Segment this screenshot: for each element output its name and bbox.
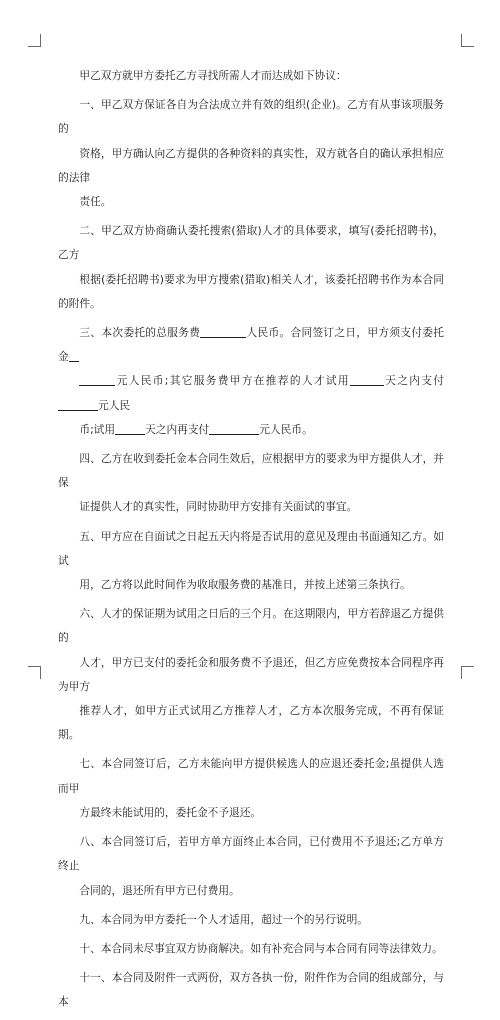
clause-9: 九、本合同为甲方委托一个人才适用，超过一个的另行说明。 xyxy=(79,912,368,926)
clause-4-line: 四、乙方在收到委托金本合同生效后，应根据甲方的要求为甲方提供人才，并保 xyxy=(58,452,444,490)
clause-3-text: 元人民币;其它服务费甲方在推荐的人才试用 xyxy=(115,374,350,388)
clause-6-line: 推荐人才，如甲方正式试用乙方推荐人才，乙方本次服务完成，不再有保证期。 xyxy=(58,704,444,742)
clause-6 xyxy=(58,602,444,747)
clause-3-text: 元人民 xyxy=(98,398,131,412)
clause-7-line: 方最终未能试用的，委托金不予退还。 xyxy=(79,805,262,819)
crop-mark-bottom-right xyxy=(461,666,474,679)
clause-1 xyxy=(58,93,444,214)
clause-6-line: 人才，甲方已支付的委托金和服务费不予退还，但乙方应免费按本合同程序再为甲方 xyxy=(58,655,444,693)
crop-mark-bottom-left xyxy=(28,666,41,679)
clause-3-text: 元人民币。 xyxy=(259,422,313,436)
clause-2-line: 根据(委托招聘书)要求为甲方搜索(猎取)相关人才，该委托招聘书作为本合同的附件。 xyxy=(58,272,444,310)
crop-mark-top-right xyxy=(461,34,474,47)
clause-3-text: 天之内支付 xyxy=(383,374,444,388)
clause-8-line: 合同的，退还所有甲方已付费用。 xyxy=(79,883,240,897)
clause-1-line: 责任。 xyxy=(79,195,112,209)
crop-mark-top-left xyxy=(28,34,41,47)
deposit-blank-start xyxy=(69,349,79,362)
clause-1-line: 一、甲乙双方保证各自为合法成立并有效的组织(企业)。乙方有从事该项服务的 xyxy=(58,98,444,136)
clause-4-line: 证提供人才的真实性，同时协助甲方安排有关面试的事宜。 xyxy=(79,500,358,514)
clause-5-line: 用，乙方将以此时间作为收取服务费的基准日，并按上述第三条执行。 xyxy=(79,578,411,592)
intro-paragraph: 甲乙双方就甲方委托乙方寻找所需人才而达成如下协议： xyxy=(79,69,347,82)
deposit-blank xyxy=(79,373,115,386)
clause-3 xyxy=(58,321,444,442)
clause-5 xyxy=(58,525,444,598)
clause-8 xyxy=(58,830,444,903)
clause-10: 十、本合同未尽事宜双方协商解决。如有补充合同与本合同有同等法律效力。 xyxy=(79,941,443,955)
clause-5-line: 五、甲方应在自面试之日起五天内将是否试用的意见及理由书面通知乙方。如试 xyxy=(58,529,444,567)
clause-3-text: 人民币。合同签订之日，甲方须支付委托金 xyxy=(58,326,444,364)
clause-11: 十一、本合同及附件一式两份，双方各执一份，附件作为合同的组成部分，与本 xyxy=(58,971,444,1009)
clause-3-text: 三、本次委托的总服务费 xyxy=(79,326,201,340)
trial-days-blank xyxy=(350,373,384,386)
second-payment-blank xyxy=(209,422,259,435)
clause-3-text: 币;试用 xyxy=(79,422,116,436)
clause-6-line: 六、人才的保证期为试用之日后的三个月。在这期限内，甲方若辞退乙方提供的 xyxy=(58,607,444,645)
clause-3-text: 天之内再支付 xyxy=(145,422,210,436)
clause-2-line: 二、甲乙双方协商确认委托搜索(猎取)人才的具体要求，填写(委托招聘书)，乙方 xyxy=(58,224,444,262)
trial-days-second-blank xyxy=(115,422,145,435)
clause-7-line: 七、本合同签订后，乙方未能向甲方提供候选人的应退还委托金;虽提供人选而甲 xyxy=(58,757,444,795)
clause-2 xyxy=(58,219,444,316)
contract-body xyxy=(58,64,444,1020)
clause-8-line: 八、本合同签订后，若甲方单方面终止本合同，已付费用不予退还;乙方单方终止 xyxy=(58,835,444,873)
clause-1-line: 资格，甲方确认向乙方提供的各种资料的真实性，双方就各自的确认承担相应的法律 xyxy=(58,146,444,184)
payment-amount-blank xyxy=(58,398,98,411)
clause-4 xyxy=(58,447,444,520)
fee-total-blank xyxy=(200,325,246,338)
clause-7 xyxy=(58,752,444,825)
